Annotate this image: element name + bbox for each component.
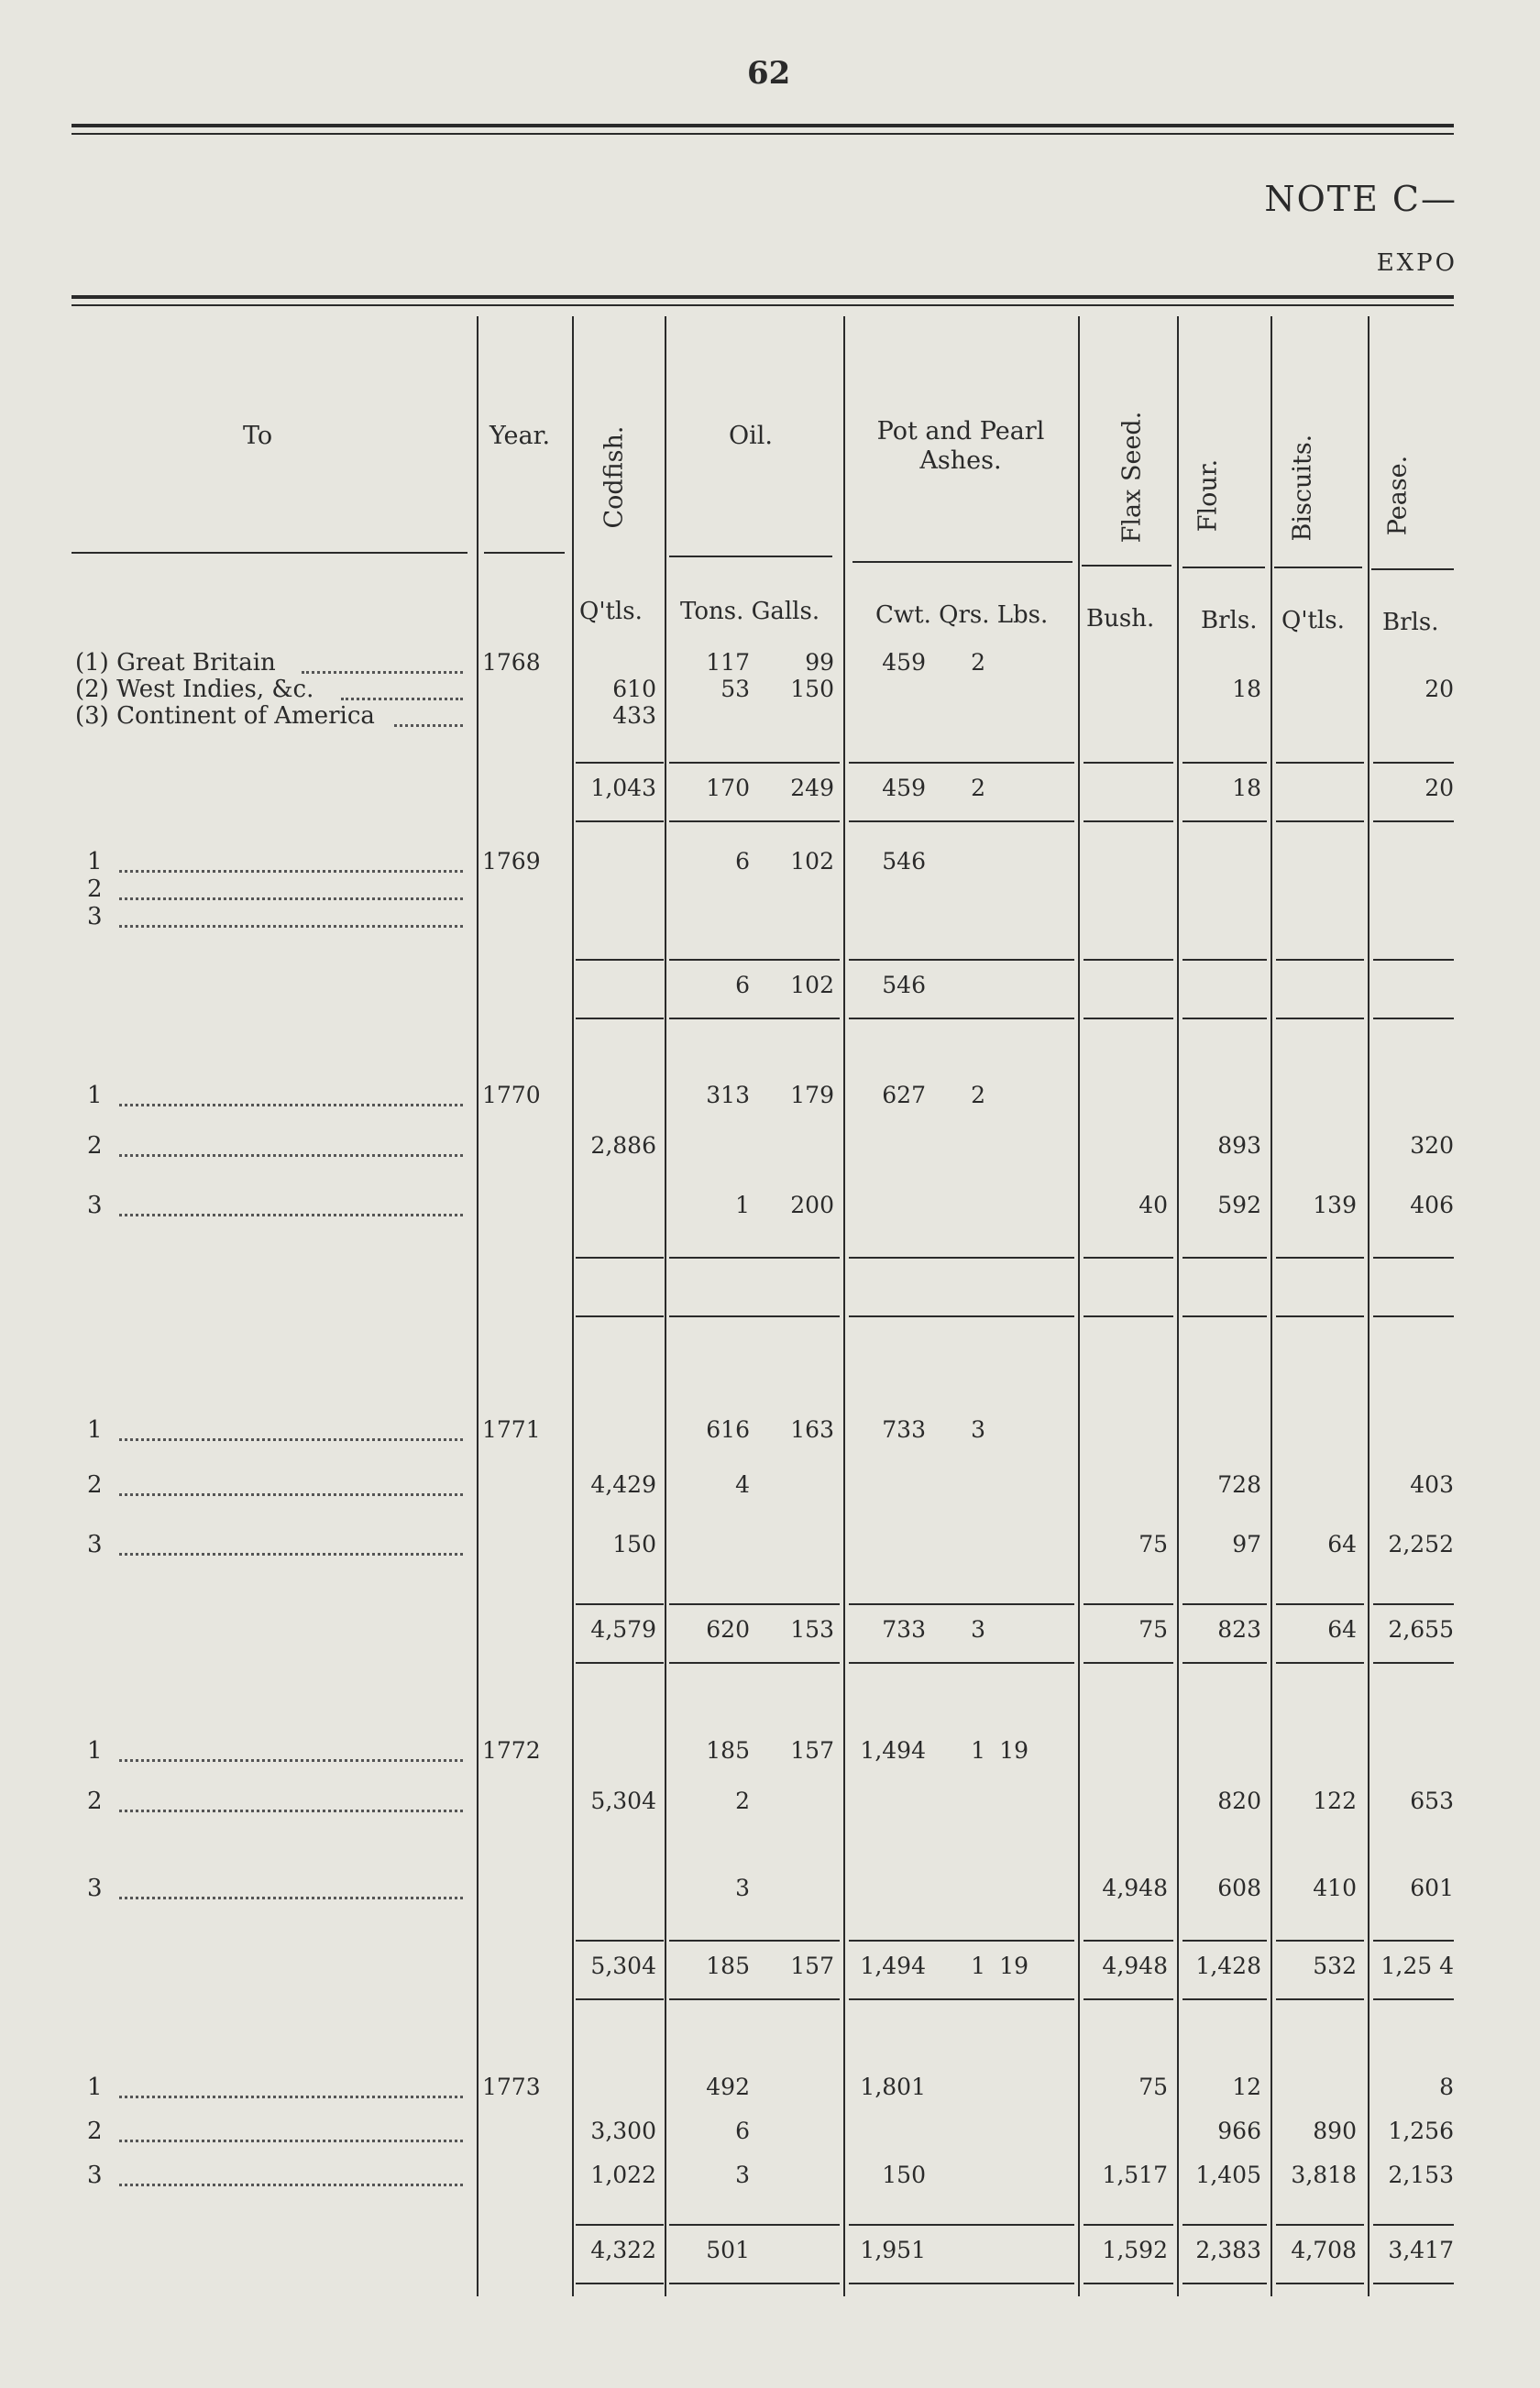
leader-dots	[119, 2184, 463, 2186]
cell-flour: 608	[1217, 1875, 1261, 1901]
leader-dots	[119, 1553, 463, 1556]
total-rule	[1276, 1315, 1364, 1317]
row-year: 1768	[482, 649, 541, 676]
column-rule	[1177, 316, 1179, 2296]
total-rule	[1182, 1998, 1267, 2000]
total-rule	[1084, 1940, 1173, 1942]
header-rule	[1371, 568, 1454, 570]
total-rule	[669, 1662, 840, 1664]
total-rule	[1373, 1257, 1454, 1259]
header-rule	[1082, 565, 1172, 567]
cell-ashes-qrs: 1	[971, 1953, 985, 1979]
top-rule	[72, 124, 1454, 127]
cell-flour: 592	[1217, 1192, 1261, 1218]
total-rule	[669, 2224, 840, 2226]
cell-flour: 728	[1217, 1471, 1261, 1498]
total-rule	[1373, 2283, 1454, 2284]
row-year: 1769	[482, 848, 541, 875]
cell-flour: 1,428	[1195, 1953, 1261, 1979]
header-pot-pearl-ashes: Pot and Pearl Ashes.	[876, 417, 1045, 475]
cell-ashes-lbs: 19	[999, 1953, 1028, 1979]
cell-oil-galls: 163	[790, 1416, 834, 1443]
cell-ashes-cwt: 733	[882, 1616, 926, 1643]
cell-oil-tons: 185	[706, 1953, 750, 1979]
column-rule	[477, 316, 478, 2296]
total-rule	[849, 959, 1074, 961]
cell-pease: 20	[1424, 676, 1454, 702]
cell-pease: 403	[1410, 1471, 1454, 1498]
cell-codfish: 4,429	[590, 1471, 656, 1498]
leader-dots	[119, 1897, 463, 1899]
cell-codfish: 610	[612, 676, 656, 702]
header-biscuits: Biscuits.	[1288, 434, 1317, 542]
header-year: Year.	[490, 422, 551, 450]
leader-dots	[302, 671, 464, 674]
cell-flax: 75	[1138, 1531, 1168, 1557]
cell-flour: 1,405	[1195, 2162, 1261, 2188]
leader-dots	[119, 925, 463, 928]
unit-codfish: Q'tls.	[579, 598, 643, 625]
total-rule	[1276, 959, 1364, 961]
row-year: 1771	[482, 1416, 541, 1443]
total-rule	[669, 1018, 840, 1019]
cell-oil-tons: 620	[706, 1616, 750, 1643]
total-rule	[669, 762, 840, 764]
note-title: NOTE C—	[1264, 179, 1458, 219]
total-rule	[1182, 1018, 1267, 1019]
cell-codfish: 1,022	[590, 2162, 656, 2188]
cell-codfish: 4,322	[590, 2237, 656, 2263]
leader-dots	[341, 698, 463, 700]
header-codfish: Codfish.	[600, 425, 629, 529]
cell-oil-tons: 185	[706, 1737, 750, 1764]
total-rule	[576, 762, 664, 764]
cell-flax: 75	[1138, 1616, 1168, 1643]
header-rule	[484, 552, 565, 554]
total-rule	[1276, 2224, 1364, 2226]
cell-ashes-qrs: 3	[971, 1416, 985, 1443]
column-rule	[665, 316, 666, 2296]
leader-dots	[119, 870, 463, 873]
total-rule	[1182, 1662, 1267, 1664]
cell-flour: 2,383	[1195, 2237, 1261, 2263]
cell-oil-tons: 501	[706, 2237, 750, 2263]
total-rule	[669, 959, 840, 961]
cell-oil-tons: 4	[735, 1471, 750, 1498]
row-destination: 3	[87, 2162, 103, 2189]
leader-dots	[119, 1438, 463, 1441]
cell-ashes-cwt: 459	[882, 775, 926, 801]
top-rule-thin	[72, 133, 1454, 135]
total-rule	[1276, 1662, 1364, 1664]
total-rule	[576, 1018, 664, 1019]
column-rule	[843, 316, 845, 2296]
total-rule	[669, 1315, 840, 1317]
cell-ashes-qrs: 3	[971, 1616, 985, 1643]
total-rule	[1373, 762, 1454, 764]
row-destination: 2	[87, 1788, 103, 1815]
total-rule	[849, 1257, 1074, 1259]
cell-oil-tons: 492	[706, 2074, 750, 2100]
total-rule	[849, 2224, 1074, 2226]
leader-dots	[119, 1154, 463, 1157]
header-rule	[852, 561, 1072, 563]
total-rule	[849, 1315, 1074, 1317]
cell-oil-galls: 157	[790, 1737, 834, 1764]
total-rule	[669, 2283, 840, 2284]
total-rule	[1276, 1940, 1364, 1942]
total-rule	[1084, 2283, 1173, 2284]
cell-oil-galls: 200	[790, 1192, 834, 1218]
table-top-rule-thin	[72, 304, 1454, 306]
total-rule	[576, 2224, 664, 2226]
row-destination: 3	[87, 1192, 103, 1219]
cell-codfish: 150	[612, 1531, 656, 1557]
unit-biscuits: Q'tls.	[1282, 607, 1345, 634]
header-oil: Oil.	[729, 422, 773, 450]
total-rule	[1276, 1018, 1364, 1019]
cell-codfish: 3,300	[590, 2118, 656, 2144]
cell-pease: 653	[1410, 1788, 1454, 1814]
column-rule	[572, 316, 574, 2296]
total-rule	[1373, 1662, 1454, 1664]
cell-oil-galls: 153	[790, 1616, 834, 1643]
cell-flour: 18	[1232, 775, 1261, 801]
cell-flax: 1,592	[1102, 2237, 1168, 2263]
cell-oil-galls: 179	[790, 1082, 834, 1108]
cell-oil-tons: 53	[720, 676, 750, 702]
note-subtitle: EXPO	[1376, 249, 1458, 277]
cell-pease: 1,256	[1388, 2118, 1454, 2144]
cell-flour: 893	[1217, 1132, 1261, 1159]
total-rule	[849, 1018, 1074, 1019]
total-rule	[669, 1257, 840, 1259]
cell-pease: 8	[1439, 2074, 1454, 2100]
leader-dots	[119, 1759, 463, 1762]
cell-flax: 4,948	[1102, 1953, 1168, 1979]
cell-biscuits: 64	[1327, 1531, 1357, 1557]
cell-oil-galls: 150	[790, 676, 834, 702]
row-destination: 2	[87, 2118, 103, 2145]
cell-ashes-cwt: 459	[882, 649, 926, 676]
cell-oil-tons: 6	[735, 972, 750, 998]
cell-flax: 40	[1138, 1192, 1168, 1218]
header-rule	[1182, 567, 1265, 568]
cell-codfish: 1,043	[590, 775, 656, 801]
leader-dots	[119, 2096, 463, 2098]
cell-pease: 2,252	[1388, 1531, 1454, 1557]
row-year: 1770	[482, 1082, 541, 1108]
row-destination: 1	[87, 1416, 103, 1444]
header-to: To	[243, 422, 273, 450]
row-destination: 1	[87, 1082, 103, 1109]
cell-ashes-cwt: 1,951	[860, 2237, 926, 2263]
total-rule	[1182, 2283, 1267, 2284]
total-rule	[1373, 1940, 1454, 1942]
row-year: 1772	[482, 1737, 541, 1764]
cell-biscuits: 64	[1327, 1616, 1357, 1643]
cell-ashes-qrs: 2	[971, 649, 985, 676]
row-destination: 2	[87, 1471, 103, 1499]
cell-codfish: 5,304	[590, 1788, 656, 1814]
total-rule	[1373, 820, 1454, 822]
cell-pease: 20	[1424, 775, 1454, 801]
cell-ashes-cwt: 150	[882, 2162, 926, 2188]
cell-pease: 406	[1410, 1192, 1454, 1218]
total-rule	[1182, 762, 1267, 764]
header-pease: Pease.	[1383, 455, 1413, 536]
total-rule	[849, 1940, 1074, 1942]
total-rule	[576, 959, 664, 961]
total-rule	[1276, 1257, 1364, 1259]
leader-dots	[119, 897, 463, 900]
total-rule	[669, 1603, 840, 1605]
cell-oil-tons: 2	[735, 1788, 750, 1814]
row-destination: (2) West Indies, &c.	[75, 676, 314, 703]
total-rule	[576, 2283, 664, 2284]
total-rule	[1182, 2224, 1267, 2226]
cell-oil-galls: 102	[790, 972, 834, 998]
leader-dots	[119, 1493, 463, 1496]
total-rule	[669, 1940, 840, 1942]
total-rule	[1373, 1018, 1454, 1019]
total-rule	[576, 1257, 664, 1259]
total-rule	[1084, 1662, 1173, 1664]
header-rule	[1274, 567, 1362, 568]
table-top-rule	[72, 295, 1454, 299]
cell-oil-tons: 6	[735, 848, 750, 875]
total-rule	[1373, 1998, 1454, 2000]
cell-codfish: 5,304	[590, 1953, 656, 1979]
cell-biscuits: 410	[1313, 1875, 1357, 1901]
total-rule	[576, 820, 664, 822]
cell-ashes-cwt: 546	[882, 848, 926, 875]
cell-flour: 820	[1217, 1788, 1261, 1814]
column-rule	[1270, 316, 1272, 2296]
cell-oil-galls: 157	[790, 1953, 834, 1979]
total-rule	[849, 2283, 1074, 2284]
cell-pease: 601	[1410, 1875, 1454, 1901]
row-destination: (3) Continent of America	[75, 702, 375, 730]
page-number: 62	[747, 55, 791, 92]
cell-oil-galls: 249	[790, 775, 834, 801]
cell-flax: 75	[1138, 2074, 1168, 2100]
total-rule	[849, 1603, 1074, 1605]
cell-ashes-qrs: 1	[971, 1737, 985, 1764]
cell-oil-tons: 1	[735, 1192, 750, 1218]
total-rule	[1276, 2283, 1364, 2284]
total-rule	[1084, 762, 1173, 764]
cell-pease: 1,25 4	[1380, 1953, 1454, 1979]
header-rule	[72, 552, 468, 554]
cell-flour: 97	[1232, 1531, 1261, 1557]
total-rule	[1084, 820, 1173, 822]
total-rule	[1373, 1315, 1454, 1317]
total-rule	[1182, 820, 1267, 822]
cell-ashes-cwt: 1,494	[860, 1953, 926, 1979]
cell-flour: 823	[1217, 1616, 1261, 1643]
total-rule	[1373, 959, 1454, 961]
unit-pease: Brls.	[1382, 609, 1439, 636]
leader-dots	[394, 724, 463, 727]
cell-oil-tons: 616	[706, 1416, 750, 1443]
total-rule	[1084, 1998, 1173, 2000]
total-rule	[849, 1662, 1074, 1664]
cell-ashes-qrs: 2	[971, 775, 985, 801]
total-rule	[849, 1998, 1074, 2000]
row-destination: 3	[87, 1531, 103, 1558]
total-rule	[1182, 1315, 1267, 1317]
cell-biscuits: 532	[1313, 1953, 1357, 1979]
row-destination: 2	[87, 875, 103, 903]
column-rule	[1078, 316, 1080, 2296]
total-rule	[576, 1603, 664, 1605]
cell-biscuits: 139	[1313, 1192, 1357, 1218]
cell-codfish: 4,579	[590, 1616, 656, 1643]
total-rule	[1084, 959, 1173, 961]
unit-oil: Tons. Galls.	[680, 598, 820, 625]
cell-pease: 3,417	[1388, 2237, 1454, 2263]
header-flour: Flour.	[1194, 458, 1223, 533]
total-rule	[1276, 820, 1364, 822]
header-flax-seed: Flax Seed.	[1117, 411, 1147, 544]
total-rule	[1182, 1603, 1267, 1605]
cell-oil-tons: 117	[706, 649, 750, 676]
row-destination: 1	[87, 848, 103, 875]
total-rule	[1084, 1315, 1173, 1317]
total-rule	[1373, 2224, 1454, 2226]
cell-oil-galls: 102	[790, 848, 834, 875]
row-destination: 1	[87, 2074, 103, 2101]
total-rule	[1276, 1603, 1364, 1605]
unit-ashes: Cwt. Qrs. Lbs.	[875, 601, 1049, 629]
total-rule	[1276, 762, 1364, 764]
row-year: 1773	[482, 2074, 541, 2100]
cell-biscuits: 122	[1313, 1788, 1357, 1814]
row-destination: 3	[87, 1875, 103, 1902]
row-destination: 3	[87, 903, 103, 930]
total-rule	[849, 820, 1074, 822]
cell-flax: 4,948	[1102, 1875, 1168, 1901]
cell-oil-tons: 313	[706, 1082, 750, 1108]
cell-oil-tons: 170	[706, 775, 750, 801]
cell-codfish: 2,886	[590, 1132, 656, 1159]
cell-flour: 966	[1217, 2118, 1261, 2144]
total-rule	[1276, 1998, 1364, 2000]
row-destination: 2	[87, 1132, 103, 1160]
unit-flax: Bush.	[1086, 605, 1155, 633]
cell-flour: 18	[1232, 676, 1261, 702]
leader-dots	[119, 1104, 463, 1106]
header-rule	[669, 556, 832, 557]
total-rule	[1084, 1018, 1173, 1019]
unit-flour: Brls.	[1201, 607, 1258, 634]
row-destination: 1	[87, 1737, 103, 1765]
total-rule	[1182, 1257, 1267, 1259]
cell-pease: 2,655	[1388, 1616, 1454, 1643]
total-rule	[576, 1998, 664, 2000]
cell-biscuits: 4,708	[1291, 2237, 1357, 2263]
total-rule	[1182, 959, 1267, 961]
total-rule	[1084, 1257, 1173, 1259]
total-rule	[669, 820, 840, 822]
total-rule	[669, 1998, 840, 2000]
cell-ashes-cwt: 733	[882, 1416, 926, 1443]
leader-dots	[119, 1810, 463, 1812]
total-rule	[1373, 1603, 1454, 1605]
cell-ashes-cwt: 546	[882, 972, 926, 998]
cell-pease: 2,153	[1388, 2162, 1454, 2188]
total-rule	[576, 1940, 664, 1942]
leader-dots	[119, 1214, 463, 1216]
cell-biscuits: 890	[1313, 2118, 1357, 2144]
row-destination: (1) Great Britain	[75, 649, 276, 677]
cell-pease: 320	[1410, 1132, 1454, 1159]
cell-ashes-cwt: 627	[882, 1082, 926, 1108]
total-rule	[576, 1315, 664, 1317]
cell-flax: 1,517	[1102, 2162, 1168, 2188]
cell-ashes-qrs: 2	[971, 1082, 985, 1108]
cell-flour: 12	[1232, 2074, 1261, 2100]
cell-biscuits: 3,818	[1291, 2162, 1357, 2188]
total-rule	[1084, 2224, 1173, 2226]
cell-oil-tons: 3	[735, 1875, 750, 1901]
column-rule	[1368, 316, 1370, 2296]
cell-ashes-lbs: 19	[999, 1737, 1028, 1764]
cell-oil-tons: 6	[735, 2118, 750, 2144]
cell-oil-tons: 3	[735, 2162, 750, 2188]
total-rule	[1182, 1940, 1267, 1942]
cell-codfish: 433	[612, 702, 656, 729]
leader-dots	[119, 2140, 463, 2142]
cell-ashes-cwt: 1,494	[860, 1737, 926, 1764]
total-rule	[576, 1662, 664, 1664]
total-rule	[849, 762, 1074, 764]
cell-oil-galls: 99	[805, 649, 834, 676]
cell-ashes-cwt: 1,801	[860, 2074, 926, 2100]
total-rule	[1084, 1603, 1173, 1605]
